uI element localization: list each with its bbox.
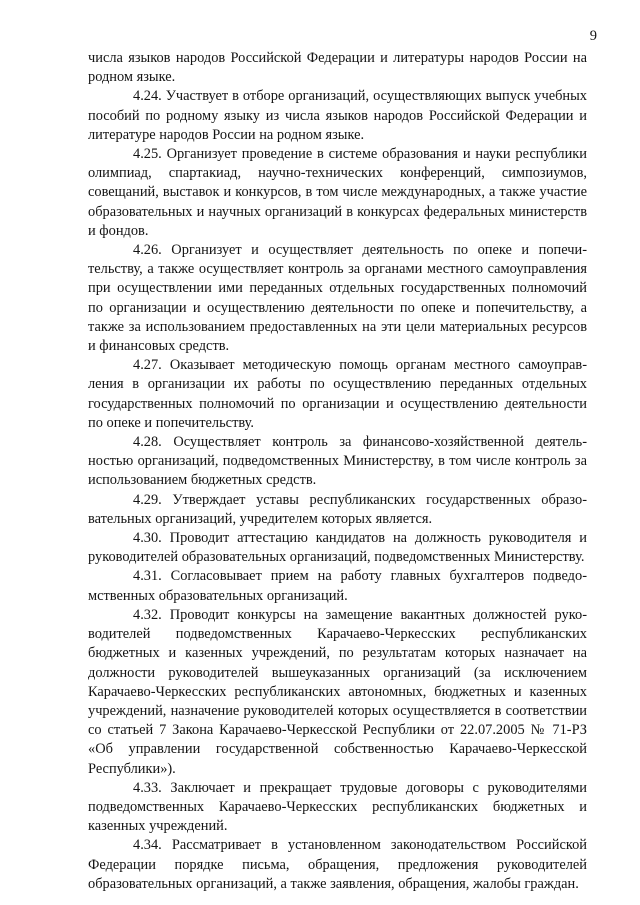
paragraph-4-30: 4.30. Проводит аттестацию кандидатов на должность руководителя и руководителей образовательных организаций, подведомственных Министерству. xyxy=(88,530,587,566)
paragraph-4-33: 4.33. Заключает и прекращает трудовые договоры с руководителями подведомственных Карачаево-Черкесских республиканских бюджетных и казенных учреждений. xyxy=(88,779,587,835)
paragraph-4-28: 4.28. Осуществляет контроль за финансово-хозяйственной деятельностью организаций, подведомственных Министерству, в том числе контроль за использованием бюджетных средств. xyxy=(88,434,587,489)
paragraph-4-31: 4.31. Согласовывает прием на работу главных бухгалтеров подведомственных образовательных организаций. xyxy=(88,568,587,604)
paragraph-4-25: 4.25. Организует проведение в системе образования и науки республики олимпиад, спартакиад, научно-технических конференций, симпозиумов, совещаний, выставок и конкурсов, в том числе международных, а также участие образовательных и научных организаций в конкурсах федеральных министерств и фондов. xyxy=(88,146,587,239)
paragraph-4-29: 4.29. Утверждает уставы республиканских государственных образовательных организаций, учредителем которых является. xyxy=(88,491,587,527)
paragraph-4-34: 4.34. Рассматривает в установленном законодательством Российской Федерации порядке письма, обращения, предложения руководителей образовательных организаций, а также заявления, обращения, жалобы граждан. xyxy=(88,837,587,892)
paragraph-4-26: 4.26. Организует и осуществляет деятельность по опеке и попечительству, а также осуществляет контроль за органами местного самоуправления при осуществлении ими переданных отдельных государственных полномочий по организации и осуществлению деятельности по опеке и попечительству, а также за использованием предоставленных на эти цели материальных ресурсов и финансовых средств. xyxy=(88,242,587,355)
document-body xyxy=(88,49,587,894)
paragraph-continuation: числа языков народов Российской Федерации и литературы народов России на родном языке. xyxy=(88,50,587,86)
paragraph-4-27: 4.27. Оказывает методическую помощь органам местного самоуправления в организации их работы по осуществлению переданных отдельных государственных полномочий по организации и осуществлению деятельности по опеке и попечительству. xyxy=(88,357,587,431)
paragraph-4-24: 4.24. Участвует в отборе организаций, осуществляющих выпуск учебных пособий по родному языку из числа языков народов Российской Федерации и литературе народов России на родном языке. xyxy=(88,88,587,143)
paragraph-4-32: 4.32. Проводит конкурсы на замещение вакантных должностей руководителей подведомственных Карачаево-Черкесских республиканских бюджетных и казенных учреждений, по результатам которых назначает на должности руководителей вышеуказанных организаций (за исключением Карачаево-Черкесских республиканских автономных, бюджетных и казенных учреждений, назначение руководителей которых осуществляется в соответствии со статьей 7 Закона Карачаево-Черкесской Республики от 22.07.2005 № 71-РЗ «Об управлении государственной собственностью Карачаево-Черкесской Республики»). xyxy=(88,606,587,777)
page-number: 9 xyxy=(589,28,597,44)
